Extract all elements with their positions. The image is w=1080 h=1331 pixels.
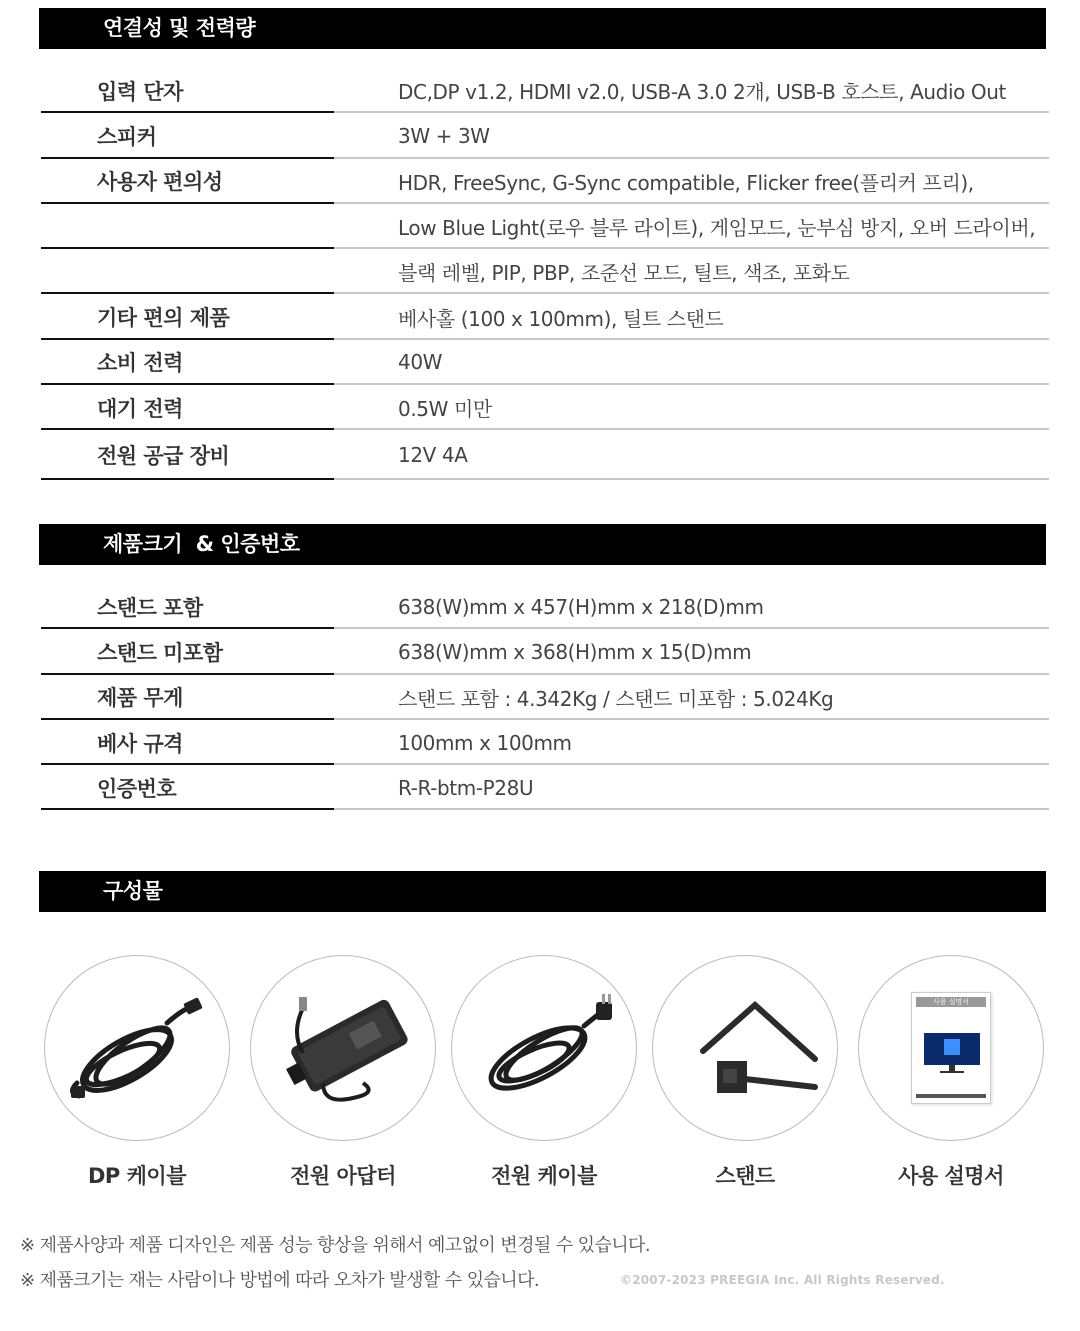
power-cable-icon	[464, 988, 624, 1108]
spec-label: 사용자 편의성	[97, 170, 223, 195]
spec-label: 인증번호	[97, 776, 177, 801]
components-list	[0, 955, 1080, 1195]
table-row	[41, 204, 1049, 249]
component-item	[250, 955, 440, 1188]
component-item	[451, 955, 641, 1188]
section-header-components	[39, 871, 1046, 912]
spec-value: 638(W)mm x 457(H)mm x 218(D)mm	[398, 594, 764, 619]
spec-label: 스탠드 포함	[97, 595, 203, 620]
spec-value: 0.5W 미만	[398, 397, 492, 422]
spec-value: 블랙 레벨, PIP, PBP, 조준선 모드, 틸트, 색조, 포화도	[398, 261, 850, 286]
component-label: 사용 설명서	[898, 1164, 1004, 1188]
table-row	[41, 385, 1049, 430]
table-row	[41, 720, 1049, 765]
note-item: ※ 제품사양과 제품 디자인은 제품 성능 향상을 위해서 예고없이 변경될 수 있습니다.	[20, 1235, 650, 1256]
component-image	[652, 955, 838, 1141]
component-label: 전원 아답터	[290, 1164, 396, 1188]
spec-table-dimensions	[41, 584, 1049, 810]
table-row	[41, 675, 1049, 720]
table-row	[41, 68, 1049, 113]
table-row	[41, 249, 1049, 294]
spec-label: 기타 편의 제품	[97, 306, 230, 331]
section-header-connectivity	[39, 8, 1046, 49]
component-item	[858, 955, 1048, 1188]
spec-value: R-R-btm-P28U	[398, 775, 534, 800]
table-row	[41, 159, 1049, 204]
component-label: 스탠드	[715, 1164, 775, 1188]
spec-value: 12V 4A	[398, 443, 468, 468]
table-row	[41, 584, 1049, 629]
spec-label: 스피커	[97, 124, 157, 149]
component-image	[44, 955, 230, 1141]
monitor-image	[924, 1033, 980, 1065]
section-title: 구성물	[103, 879, 163, 903]
spec-value: 638(W)mm x 368(H)mm x 15(D)mm	[398, 639, 752, 664]
spec-label: 전원 공급 장비	[97, 444, 230, 469]
component-image	[250, 955, 436, 1141]
component-image	[858, 955, 1044, 1141]
component-label: 전원 케이블	[491, 1164, 597, 1188]
table-row	[41, 113, 1049, 158]
table-row	[41, 340, 1049, 385]
spec-value: 3W + 3W	[398, 123, 490, 148]
notes	[20, 1233, 1060, 1303]
manual-cover-title: 사용 설명서	[916, 997, 986, 1007]
spec-value: 스탠드 포함 : 4.342Kg / 스탠드 미포함 : 5.024Kg	[398, 686, 834, 711]
spec-value: Low Blue Light(로우 블루 라이트), 게임모드, 눈부심 방지, 오버 드라이버,	[398, 216, 1036, 241]
spec-value: 40W	[398, 350, 443, 375]
spec-label: 대기 전력	[97, 396, 183, 421]
spec-value: DC,DP v1.2, HDMI v2.0, USB-A 3.0 2개, USB-B 호스트, Audio Out	[398, 80, 1006, 105]
spec-value: HDR, FreeSync, G-Sync compatible, Flicker free(플리커 프리),	[398, 170, 974, 195]
power-adapter-icon	[263, 983, 423, 1113]
table-row	[41, 294, 1049, 339]
spec-value: 100mm x 100mm	[398, 730, 572, 755]
section-title: 연결성 및 전력량	[103, 16, 256, 40]
spec-label: 입력 단자	[97, 79, 183, 104]
spec-value: 베사홀 (100 x 100mm), 틸트 스탠드	[398, 306, 724, 331]
stand-icon	[665, 983, 825, 1113]
component-image	[451, 955, 637, 1141]
spec-table-connectivity	[41, 68, 1049, 480]
component-item	[44, 955, 234, 1188]
table-row	[41, 629, 1049, 674]
component-label: DP 케이블	[88, 1164, 186, 1188]
manual-icon	[911, 992, 991, 1104]
component-item	[652, 955, 842, 1188]
spec-label: 스탠드 미포함	[97, 640, 223, 665]
table-row	[41, 765, 1049, 810]
copyright: ©2007-2023 PREEGIA Inc. All Rights Reserved.	[620, 1273, 945, 1287]
section-title: 제품크기 & 인증번호	[103, 532, 300, 556]
spec-label: 소비 전력	[97, 351, 183, 376]
spec-label: 베사 규격	[97, 731, 183, 756]
note-item: ※ 제품크기는 재는 사람이나 방법에 따라 오차가 발생할 수 있습니다.	[20, 1270, 539, 1291]
dp-cable-icon	[57, 988, 217, 1108]
table-row	[41, 430, 1049, 480]
section-header-dimensions	[39, 524, 1046, 565]
spec-label: 제품 무게	[97, 686, 183, 711]
